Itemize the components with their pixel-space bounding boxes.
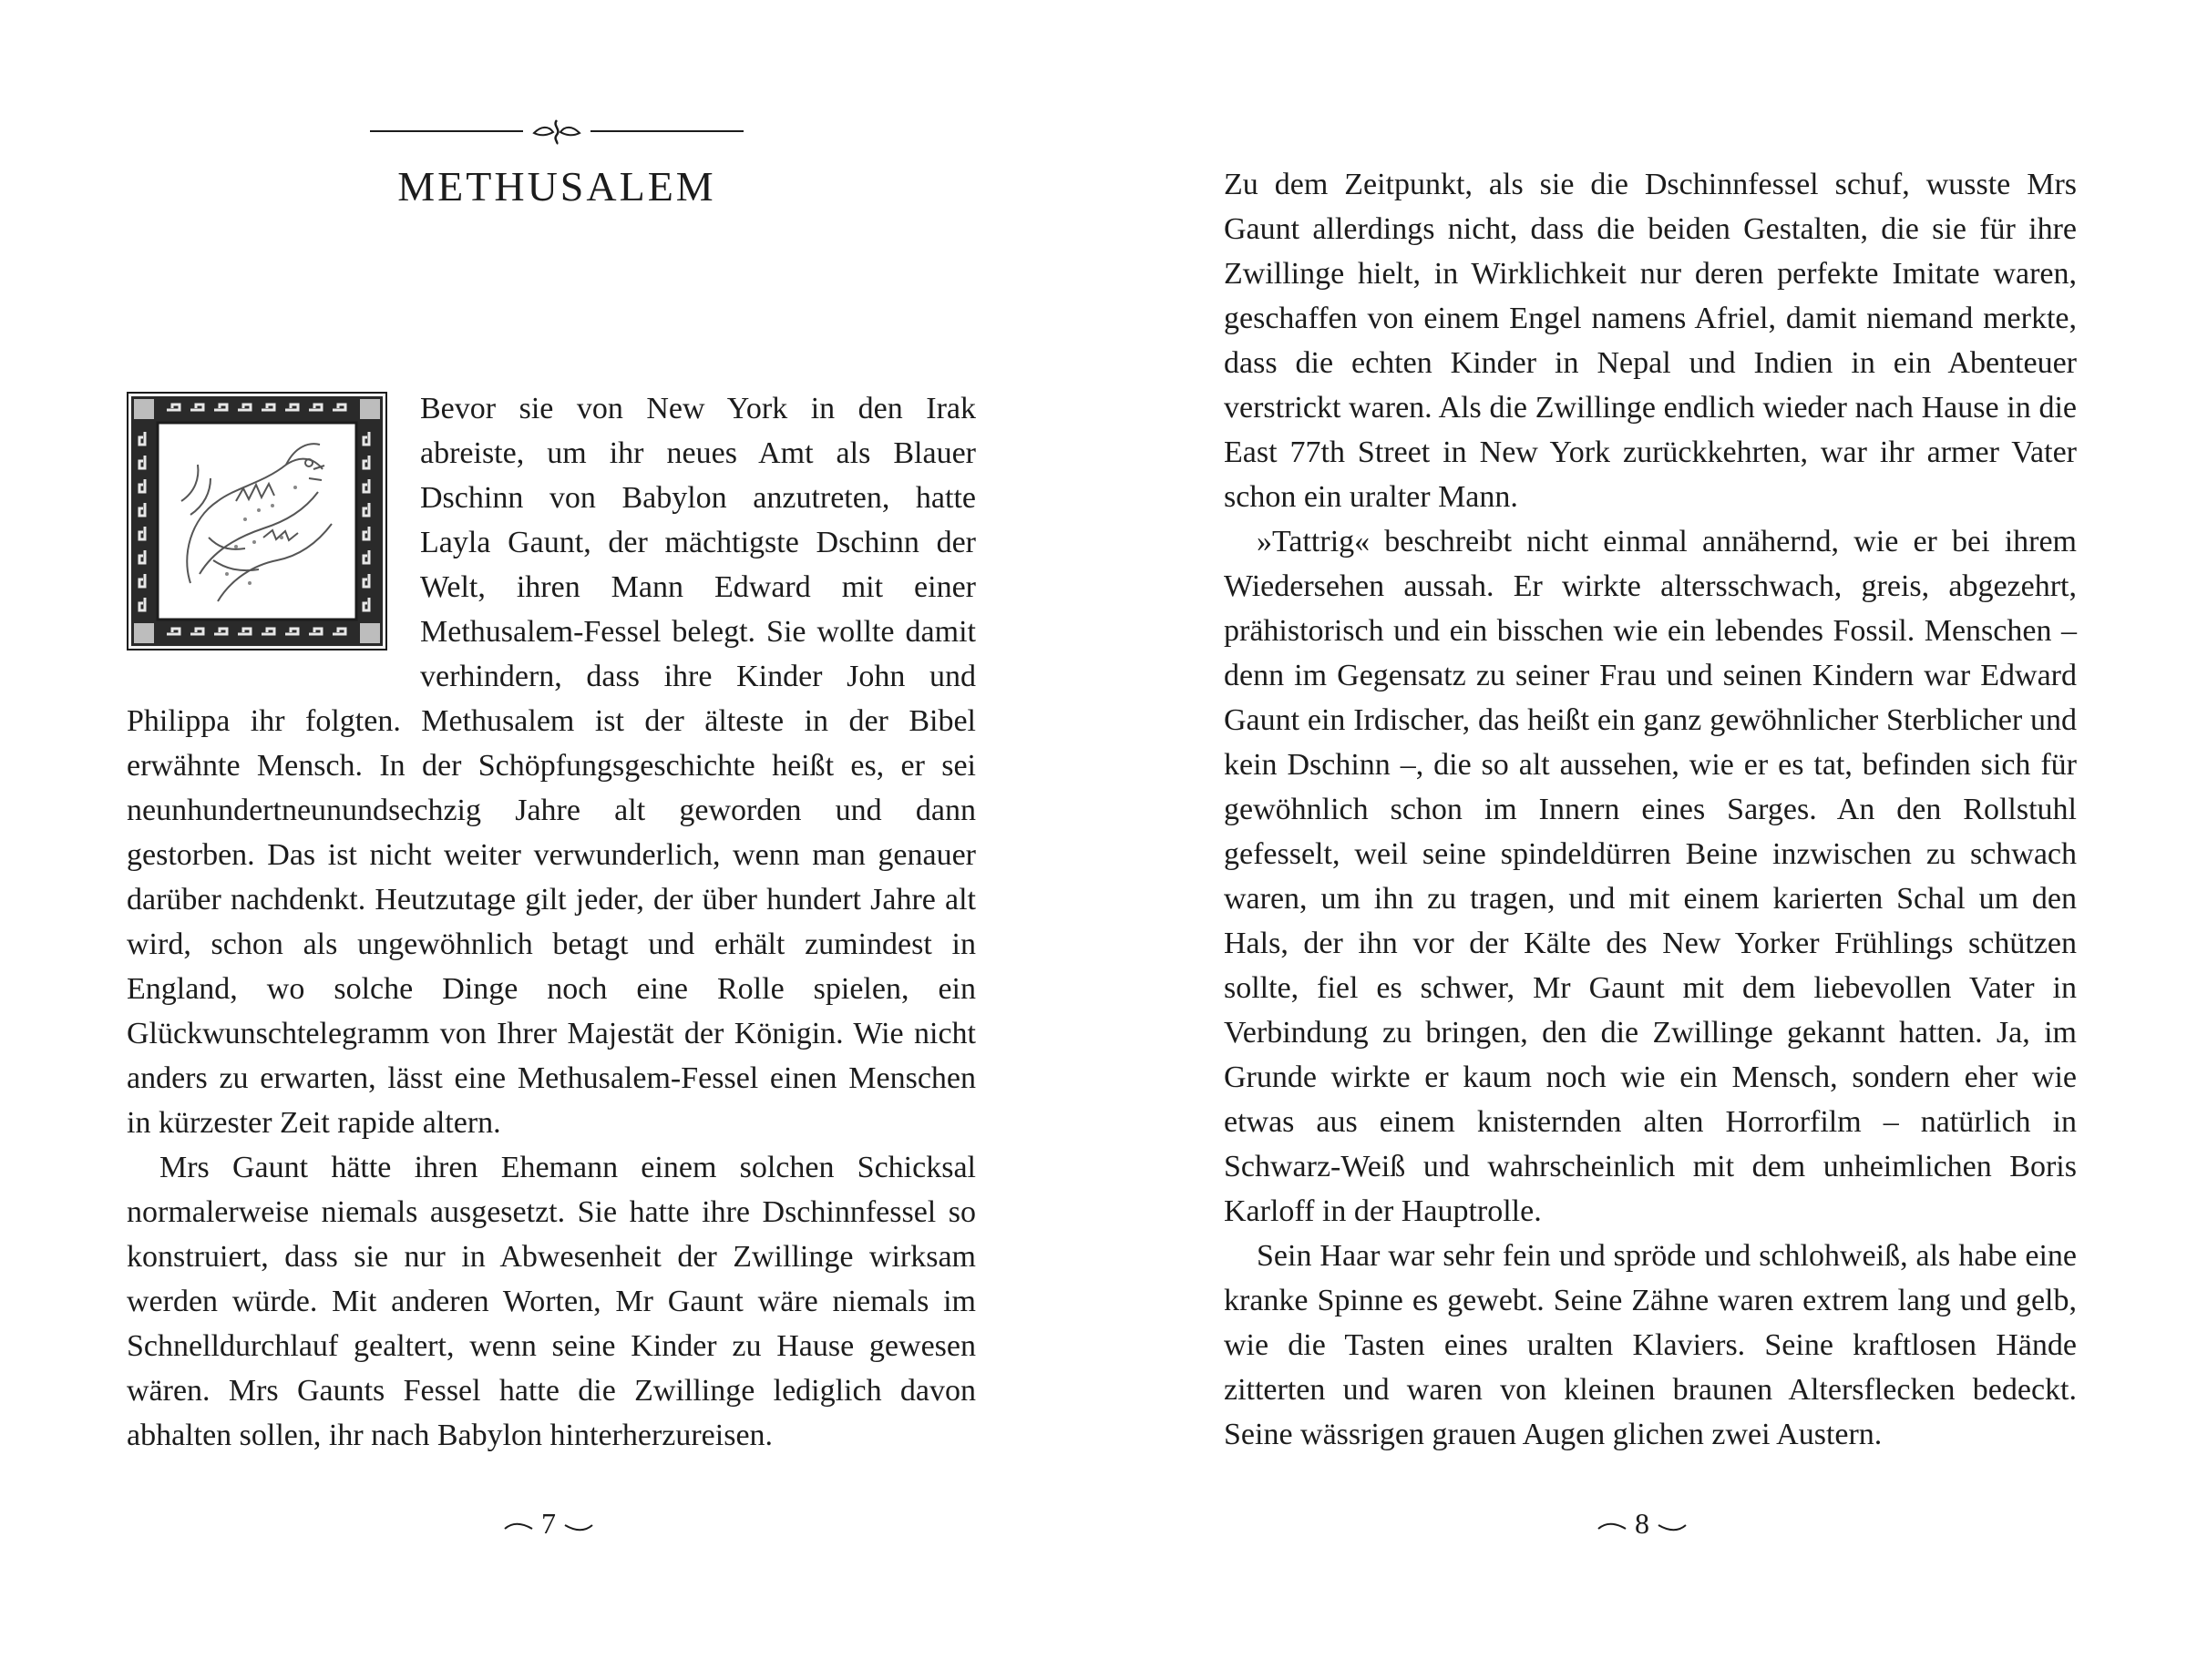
chapter-title: METHUSALEM (397, 163, 716, 210)
chapter-heading (370, 113, 744, 208)
dropcap (127, 386, 387, 658)
left-text-column (127, 386, 976, 1458)
paragraph: »Tattrig« beschreibt nicht einmal annähernd, wie er bei ihrem Wiedersehen aussah. Er wirkte altersschwach, greis, abgezehrt, prähistorisch und ein bisschen wie ein lebendes Fossil. Menschen – denn im Gegensatz zu seiner Frau und seinen Kindern war Edward Gaunt ein Irdischer, das heißt ein ganz gewöhnlicher Sterblicher und kein Dschinn –, die so alt aussehen, wie er es tat, befinden sich für gewöhnlich schon im Innern eines Sarges. An den Rollstuhl gefesselt, weil seine spindeldürren Beine inzwischen zu schwach waren, um ihn zu tragen, und mit einem karierten Schal um den Hals, der ihn vor der Kälte des New Yorker Frühlings schützen sollte, fiel es schwer, Mr Gaunt mit dem liebevollen Vater in Verbindung zu bringen, den die Zwillinge gekannt hatten. Ja, im Grunde wirkte er kaum noch wie ein Mensch, sondern eher wie etwas aus einem knisternden alten Horrorfilm – natürlich in Schwarz-Weiß und wahrscheinlich mit dem unheimlichen Boris Karloff in der Hauptrolle. (1224, 525, 2077, 1228)
heading-rule-ornament (370, 113, 744, 149)
paragraph: Bevor sie von New York in den Irak abreiste, um ihr neues Amt als Blauer Dschinn von Babylon anzutreten, hatte Layla Gaunt, der mächtigste Dschinn der Welt, ihren Mann Edward mit einer Methusalem-Fessel belegt. Sie wollte damit verhindern, dass ihre Kinder John und Philippa ihr folgten. Methusalem ist der älteste in der Bibel erwähnte Mensch. In der Schöpfungsgeschichte heißt es, er sei neunhundertneunundsechzig Jahre alt geworden und dann gestorben. Das ist nicht weiter verwunderlich, wenn man genauer darüber nachdenkt. Heutzutage gilt jeder, der über hundert Jahre alt wird, schon als ungewöhnlich betagt und erhält zumindest in England, wo solche Dinge noch eine Rolle spielen, ein Glückwunschtelegramm von Ihrer Majestät der Königin. Wie nicht anders zu erwarten, lässt eine Methusalem-Fessel einen Menschen in kürzester Zeit rapide altern. (127, 392, 976, 1140)
right-text-column (1224, 162, 2077, 1457)
page-number (1587, 1505, 1697, 1542)
page-number (494, 1505, 603, 1542)
dragon-dropcap-illustration-icon (127, 392, 387, 650)
paragraph: Mrs Gaunt hätte ihren Ehemann einem solchen Schicksal normalerweise niemals ausgesetzt. Sie hatte ihre Dschinnfessel so konstruiert, dass sie nur in Abwesenheit der Zwillinge wirksam werden würde. Mit anderen Worten, Mr Gaunt wäre niemals im Schnelldurchlauf gealtert, wenn seine Kinder zu Hause gewesen wären. Mrs Gaunts Fessel hatte die Zwillinge lediglich davon abhalten sollen, ihr nach Babylon hinterherzureisen. (127, 1151, 976, 1452)
page-number-label: 8 (1635, 1507, 1649, 1540)
leaf-ornament-icon (530, 117, 583, 146)
swash-right-icon (1657, 1521, 1688, 1533)
right-page (1094, 0, 2187, 1680)
paragraph: Sein Haar war sehr fein und spröde und schlohweiß, als habe eine kranke Spinne es gewebt. Seine Zähne waren extrem lang und gelb, wie die Tasten eines uralten Klaviers. Seine kraftlosen Hände zitterten und waren von kleinen braunen Altersflecken bedeckt. Seine wässrigen grauen Augen glichen zwei Austern. (1224, 1239, 2077, 1451)
swash-left-icon (503, 1521, 534, 1533)
swash-right-icon (563, 1521, 594, 1533)
paragraph: Zu dem Zeitpunkt, als sie die Dschinnfessel schuf, wusste Mrs Gaunt allerdings nicht, dass die beiden Gestalten, die sie für ihre Zwillinge hielt, in Wirklichkeit nur deren perfekte Imitate waren, geschaffen von einem Engel namens Afriel, damit niemand merkte, dass die echten Kinder in Nepal und Indien in ein Abenteuer verstrickt waren. Als die Zwillinge endlich wieder nach Hause in die East 77th Street in New York zurückkehrten, war ihr armer Vater schon ein uralter Mann. (1224, 168, 2077, 514)
page-number-label: 7 (541, 1507, 556, 1540)
swash-left-icon (1597, 1521, 1627, 1533)
